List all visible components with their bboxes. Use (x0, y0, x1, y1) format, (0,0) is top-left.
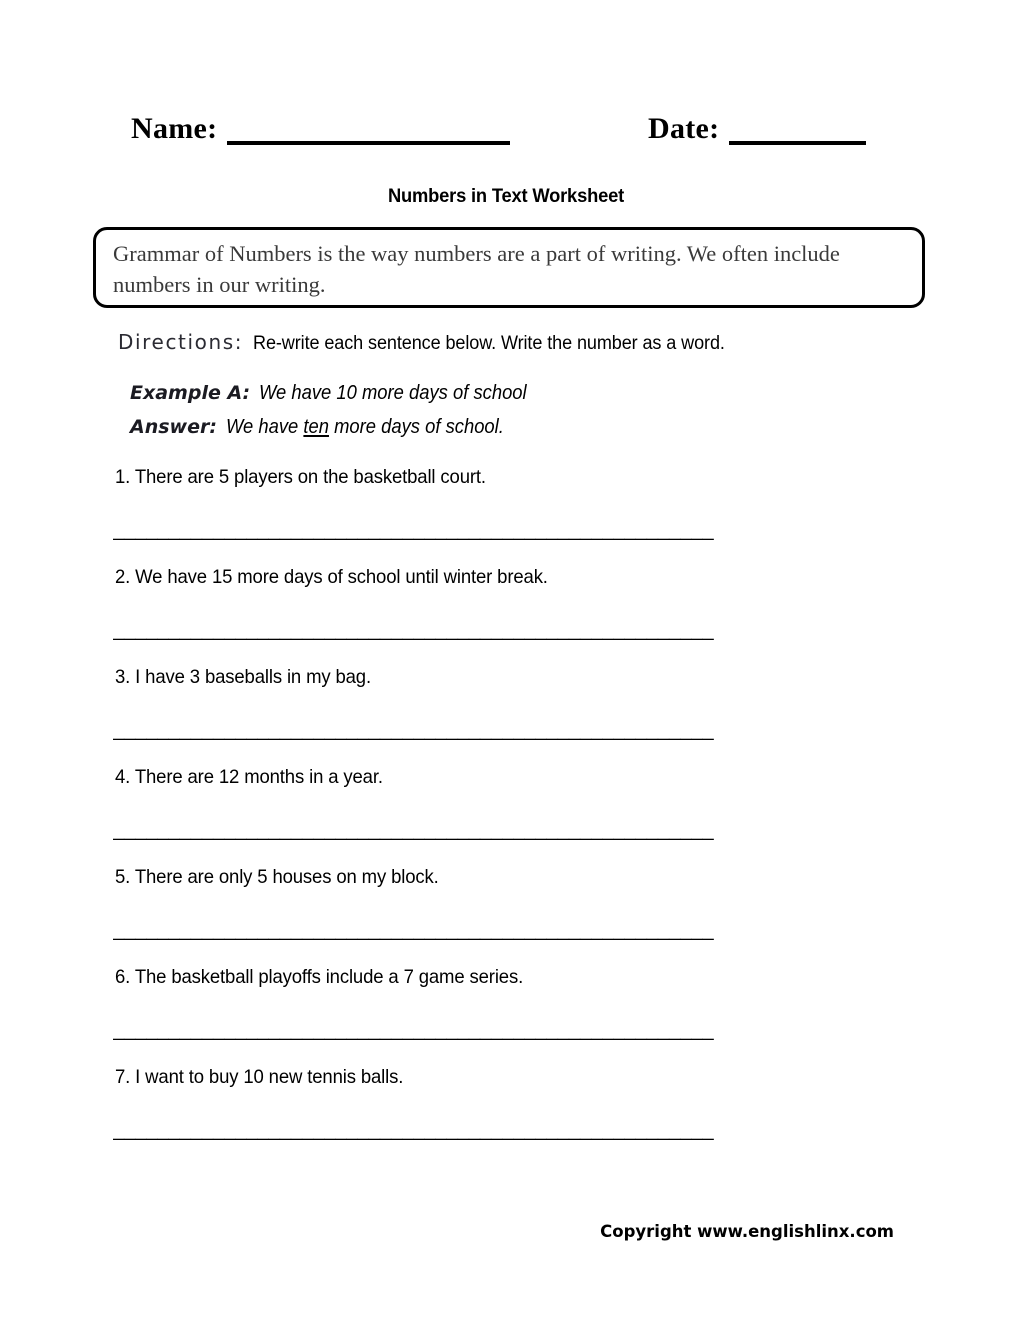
answer-write-line[interactable]: ______________________________________________________ (113, 1019, 714, 1041)
question-block (0, 466, 1012, 566)
example-label: Example A: (130, 382, 251, 404)
question-text: 2. We have 15 more days of school until winter break. (115, 566, 548, 588)
question-block (0, 666, 1012, 766)
answer-row (130, 416, 528, 439)
question-text: 5. There are only 5 houses on my block. (115, 866, 439, 888)
answer-suffix: more days of school. (328, 416, 504, 438)
date-label: Date: (648, 112, 720, 145)
answer-sentence (226, 416, 504, 439)
question-text: 7. I want to buy 10 new tennis balls. (115, 1066, 404, 1088)
name-label: Name: (131, 112, 218, 145)
question-text: 3. I have 3 baseballs in my bag. (115, 666, 371, 688)
copyright-footer: Copyright www.englishlinx.com (600, 1222, 894, 1241)
answer-write-line[interactable]: ______________________________________________________ (113, 919, 714, 941)
directions-label: Directions: (118, 330, 244, 354)
example-row (130, 382, 550, 405)
question-block (0, 866, 1012, 966)
answer-write-line[interactable]: ______________________________________________________ (113, 819, 714, 841)
question-text: 1. There are 5 players on the basketball court. (115, 466, 486, 488)
name-field-group (131, 113, 510, 145)
date-input-blank[interactable] (729, 115, 866, 145)
directions-row (118, 330, 750, 355)
answer-write-line[interactable]: ______________________________________________________ (113, 519, 714, 541)
answer-write-line[interactable]: ______________________________________________________ (113, 619, 714, 641)
question-block (0, 966, 1012, 1066)
answer-label: Answer: (130, 416, 217, 438)
name-input-blank[interactable] (227, 115, 510, 145)
question-text: 4. There are 12 months in a year. (115, 766, 383, 788)
intro-text: Grammar of Numbers is the way numbers are a part of writing. We often include numbers in our writing. (113, 241, 840, 297)
question-block (0, 566, 1012, 666)
question-block (0, 1066, 1012, 1166)
directions-text: Re-write each sentence below. Write the number as a word. (253, 333, 725, 354)
question-text: 6. The basketball playoffs include a 7 game series. (115, 966, 524, 988)
question-list (0, 466, 1012, 1166)
question-block (0, 766, 1012, 866)
answer-prefix: We have (225, 416, 304, 438)
page-title: Numbers in Text Worksheet (387, 185, 625, 207)
answer-underlined-word: ten (303, 416, 329, 438)
intro-box (93, 227, 925, 308)
date-field-group (648, 113, 866, 145)
answer-write-line[interactable]: ______________________________________________________ (113, 719, 714, 741)
answer-write-line[interactable]: ______________________________________________________ (113, 1119, 714, 1141)
example-sentence: We have 10 more days of school (259, 382, 527, 404)
header-row (0, 113, 1012, 159)
